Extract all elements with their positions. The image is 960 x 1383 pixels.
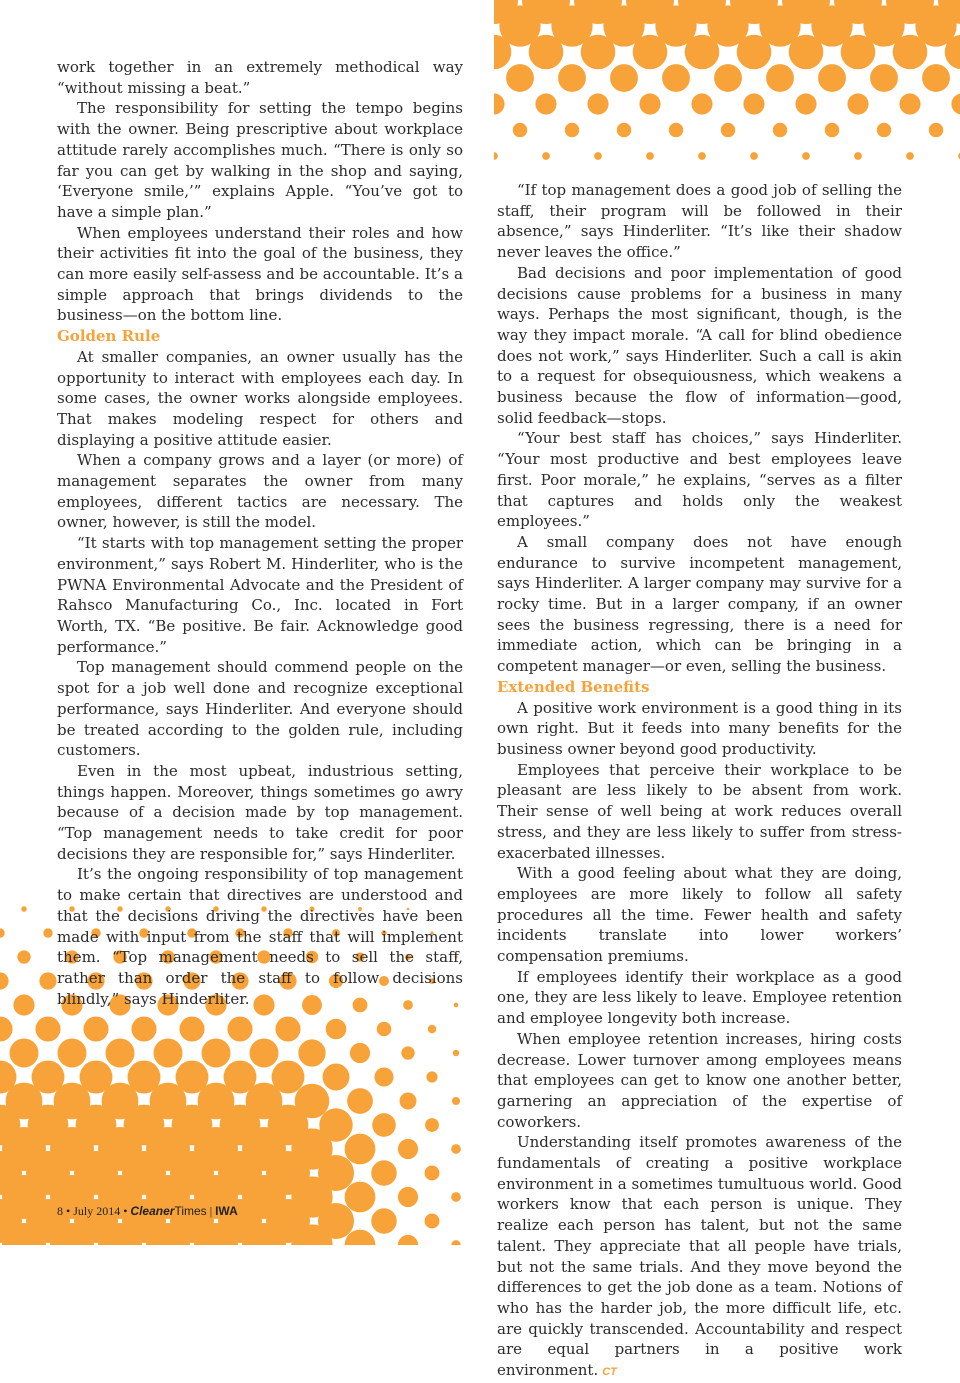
- pattern-dot: [400, 1093, 417, 1110]
- pattern-dot: [565, 123, 579, 137]
- pattern-dot: [371, 1160, 397, 1186]
- pattern-dot: [951, 93, 960, 114]
- pattern-dot: [105, 1038, 134, 1067]
- body-paragraph: When employee retention increases, hiring costs decrease. Lower turnover among employees means that employees can get to know one another better, garnering an appreciation of the expertise of coworkers.: [497, 1029, 902, 1131]
- body-paragraph: The responsibility for setting the tempo begins with the owner. Being prescriptive about workplace attitude rarely accomplishes much. “There is only so far you can get by walking in the shop and saying, ‘Everyone smile,’” explains Apple. “You’ve got to have a simple plan.”: [57, 99, 463, 221]
- body-paragraph: Bad decisions and poor implementation of good decisions cause problems for a business in many ways. Perhaps the most significant, though, is the way they impact morale. “A call for blind obedience does not work,” says Hinderliter. Such a call is akin to a request for obsequiousness, which weakens a business because the flow of information—good, solid feedback—stops.: [497, 263, 902, 427]
- pattern-dot: [227, 1016, 252, 1041]
- left-column: [57, 57, 463, 1009]
- pattern-dot: [398, 1139, 418, 1159]
- body-paragraph: Even in the most upbeat, industrious setting, things happen. Moreover, things sometimes go awry because of a decision made by top management. “Top management needs to take credit for poor decisions they are responsible for,” says Hinderliter.: [57, 761, 463, 863]
- body-paragraph: “It starts with top management setting the proper environment,” says Robert M. Hinderliter, who is the PWNA Environmental Advocate and the President of Rahsco Manufacturing Co., Inc. located in Fort Worth, TX. “Be positive. Be fair. Acknowledge good performance.”: [57, 534, 463, 656]
- end-mark: CT: [602, 1366, 617, 1379]
- pattern-dot: [0, 1016, 13, 1041]
- pattern-dot: [669, 123, 683, 137]
- pattern-dot: [639, 93, 660, 114]
- pattern-dot: [870, 64, 898, 92]
- pattern-dot: [841, 35, 876, 70]
- pattern-dot: [21, 906, 27, 912]
- pattern-dot: [529, 35, 564, 70]
- body-paragraph: At smaller companies, an owner usually has the opportunity to interact with employees each day. In some cases, the owner works alongside employees. That makes modeling respect for others and displaying a positive attitude easier.: [57, 347, 463, 449]
- pattern-dot: [453, 1050, 459, 1056]
- pattern-dot: [587, 93, 608, 114]
- pattern-dot: [795, 93, 816, 114]
- pattern-dot: [714, 64, 742, 92]
- pattern-dot: [610, 64, 638, 92]
- pattern-dot: [581, 35, 616, 70]
- pattern-dot: [685, 35, 720, 70]
- pattern-dot: [698, 152, 706, 160]
- pattern-dot: [249, 1038, 278, 1067]
- pattern-dot: [766, 64, 794, 92]
- pattern-dot: [854, 152, 862, 160]
- body-paragraph: [497, 1132, 902, 1382]
- pattern-dot: [743, 93, 764, 114]
- pattern-dot: [535, 93, 556, 114]
- pattern-dot: [558, 64, 586, 92]
- pattern-dot: [425, 1118, 439, 1132]
- pattern-dot: [425, 1214, 440, 1229]
- pattern-dot: [847, 93, 868, 114]
- pattern-dot: [818, 64, 846, 92]
- pattern-dot: [906, 152, 914, 160]
- pattern-dot: [646, 152, 654, 160]
- pattern-dot: [426, 1071, 437, 1082]
- body-paragraph: “If top management does a good job of selling the staff, their program will be followed in their absence,” says Hinderliter. “It’s like their shadow never leaves the office.”: [497, 181, 902, 262]
- body-paragraph: A positive work environment is a good thing in its own right. But it feeds into many benefits for the business owner beyond good productivity.: [497, 698, 902, 758]
- pattern-dot: [372, 1113, 396, 1137]
- magazine-name-suffix: Times: [174, 1204, 207, 1218]
- pattern-dot: [789, 35, 824, 70]
- pattern-dot: [617, 123, 631, 137]
- pattern-dot: [398, 1187, 418, 1207]
- pattern-dot: [594, 152, 602, 160]
- pattern-dot: [345, 1134, 376, 1165]
- section-heading-extended-benefits: Extended Benefits: [497, 677, 650, 696]
- pattern-dot: [35, 1016, 60, 1041]
- pattern-dot: [131, 1016, 156, 1041]
- pattern-dot: [721, 123, 735, 137]
- pattern-dot: [633, 35, 668, 70]
- pattern-dot: [39, 972, 56, 989]
- pattern-dot: [0, 928, 5, 937]
- pattern-dot: [451, 1144, 461, 1154]
- pattern-dot: [179, 1016, 204, 1041]
- pattern-dot: [494, 93, 505, 114]
- pattern-dot: [877, 123, 891, 137]
- magazine-name: Cleaner: [130, 1204, 175, 1218]
- issue-date: July 2014: [73, 1204, 121, 1218]
- pattern-dot: [0, 972, 9, 989]
- pattern-dot: [542, 152, 550, 160]
- body-paragraph: When employees understand their roles and how their activities fit into the goal of the business, they can more easily self-assess and be accountable. It’s a simple approach that brings dividends to the business—on the bottom line.: [57, 223, 463, 325]
- pattern-dot: [513, 123, 527, 137]
- page-number: 8: [57, 1204, 63, 1218]
- pattern-dot: [326, 1019, 347, 1040]
- pattern-dot: [401, 1046, 414, 1059]
- pattern-dot: [298, 1039, 325, 1066]
- pattern-dot: [398, 1235, 418, 1245]
- pattern-dot: [153, 1038, 182, 1067]
- page-footer: 8 • July 2014 • CleanerTimes | IWA: [57, 1204, 238, 1218]
- pattern-dot: [57, 1038, 86, 1067]
- pattern-dot: [374, 1067, 393, 1086]
- pattern-dot: [371, 1208, 397, 1234]
- pattern-dot: [347, 1088, 373, 1114]
- pattern-dot: [494, 152, 498, 160]
- right-column: [497, 180, 902, 1383]
- pattern-dot: [452, 1097, 460, 1105]
- pattern-dot: [425, 1166, 440, 1181]
- pattern-dot: [83, 1016, 108, 1041]
- dot-pattern-top: [494, 0, 960, 178]
- pattern-dot: [13, 994, 34, 1015]
- pattern-dot: [428, 1025, 437, 1034]
- pattern-dot: [451, 1240, 461, 1245]
- body-paragraph: A small company does not have enough endurance to survive incompetent management, says Hinderliter. A larger company may survive for a rocky time. But in a larger company, if an owner sees the business regressing, there is a need for immediate action, which can be bringing in a competent manager—or even, selling the business.: [497, 532, 902, 676]
- pattern-dot: [350, 1043, 370, 1063]
- body-paragraph: If employees identify their workplace as a good one, they are less likely to leave. Employee retention and employee longevity both increase.: [497, 967, 902, 1028]
- section-heading-golden-rule: Golden Rule: [57, 327, 161, 346]
- pattern-dot: [662, 64, 690, 92]
- pattern-dot: [275, 1016, 300, 1041]
- pattern-dot: [691, 93, 712, 114]
- pattern-dot: [773, 123, 787, 137]
- pattern-dot: [750, 152, 758, 160]
- pattern-dot: [345, 1182, 376, 1213]
- pattern-dot: [9, 1038, 38, 1067]
- pattern-dot: [17, 950, 30, 963]
- body-paragraph: work together in an extremely methodical way “without missing a beat.”: [57, 58, 463, 97]
- pattern-dot: [323, 1064, 350, 1091]
- pattern-dot: [43, 928, 52, 937]
- body-paragraph: “Your best staff has choices,” says Hinderliter. “Your most productive and best employees leave first. Poor morale,” he explains, “serves as a filter that captures and holds only the weakest employees.”: [497, 429, 902, 531]
- pattern-dot: [893, 35, 928, 70]
- pattern-dot: [922, 64, 950, 92]
- body-paragraph: Top management should commend people on the spot for a job well done and recognize exceptional performance, says Hinderliter. And everyone should be treated according to the golden rule, including customers.: [57, 658, 463, 760]
- pattern-dot: [825, 123, 839, 137]
- body-paragraph: It’s the ongoing responsibility of top management to make certain that directives are understood and that the decisions driving the directives have been made with input from the staff that will implement them. “Top management needs to sell the staff, rather than order the staff to follow decisions blindly,” says Hinderliter.: [57, 865, 463, 1008]
- pattern-dot: [377, 1022, 392, 1037]
- pattern-dot: [802, 152, 810, 160]
- pattern-dot: [506, 64, 534, 92]
- pattern-dot: [451, 1192, 461, 1202]
- body-paragraph: Employees that perceive their workplace to be pleasant are less likely to be absent from work. Their sense of well being at work reduces overall stress, and they are less likely to suffer from stress-exacerbated illnesses.: [497, 760, 902, 862]
- pattern-dot: [201, 1038, 230, 1067]
- body-paragraph: With a good feeling about what they are doing, employees are more likely to follow all safety procedures all the time. Fewer health and safety incidents translate into lower workers’ compensation premiums.: [497, 864, 902, 966]
- magazine-sub-brand: IWA: [215, 1204, 238, 1218]
- pattern-dot: [737, 35, 772, 70]
- body-paragraph: When a company grows and a layer (or more) of management separates the owner from many employees, different tactics are necessary. The owner, however, is still the model.: [57, 451, 463, 532]
- final-paragraph-text: Understanding itself promotes awareness of the fundamentals of creating a positive workplace environment in a sometimes tumultuous world. Good workers know that each person is unique. They realize each person has talent, but not the same talent. They appreciate that all people have trials, but not the same trials. And they move beyond the differences to get the job done as a team. Notions of who has the harder job, the more difficult life, etc. are quickly transcended. Accountability and respect are equal partners in a positive work environment.: [497, 1133, 902, 1380]
- pattern-dot: [899, 93, 920, 114]
- pattern-dot: [929, 123, 943, 137]
